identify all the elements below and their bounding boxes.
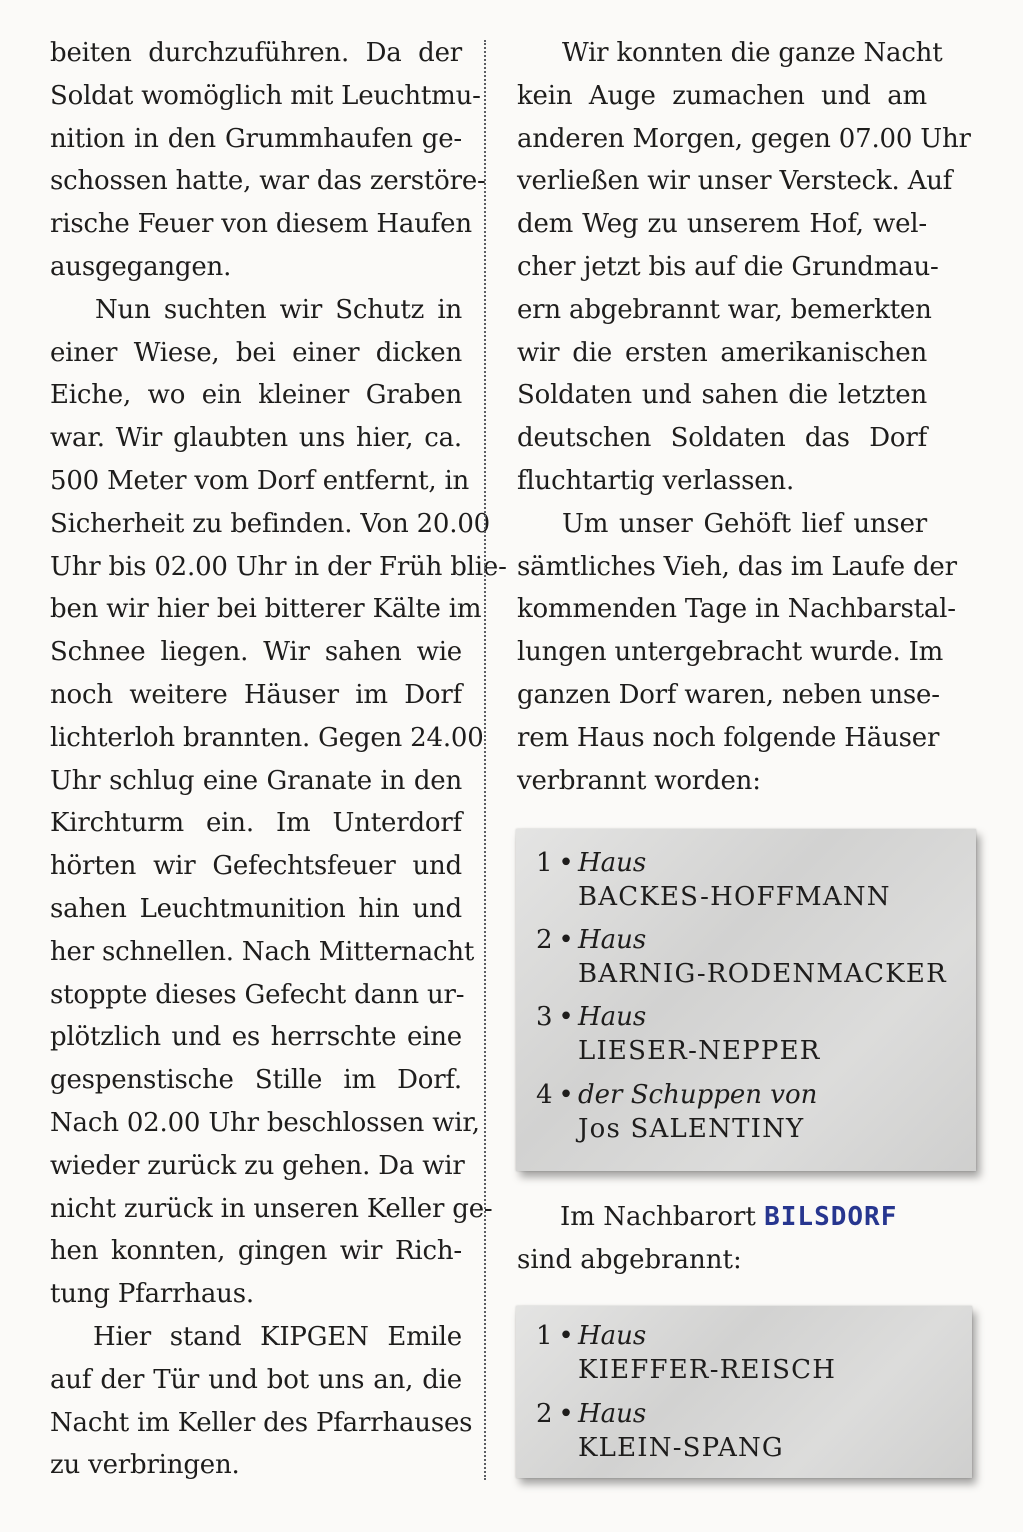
text-line: Uhr bis 02.00 Uhr in der Früh blie- xyxy=(50,551,507,582)
bullet-icon: • xyxy=(558,925,574,955)
text-line: Eiche, wo ein kleiner Graben xyxy=(50,380,462,411)
text-line: lungen untergebracht wurde. Im xyxy=(517,637,944,668)
text-line: sahen Leuchtmunition hin und xyxy=(50,893,462,924)
text-line: Schnee liegen. Wir sahen wie xyxy=(50,637,462,668)
text-line: Nun suchten wir Schutz in xyxy=(95,294,462,325)
item-number: 1 xyxy=(536,1321,553,1351)
item-name: LIESER-NEPPER xyxy=(578,1036,821,1066)
neighbor-village-text xyxy=(517,1196,937,1282)
text-line: Wir konnten die ganze Nacht xyxy=(562,38,943,68)
text-line: wieder zurück zu gehen. Da wir xyxy=(50,1150,465,1181)
right-column xyxy=(517,32,971,802)
paragraph-right-1 xyxy=(517,32,971,503)
text-line: cher jetzt bis auf die Grundmau- xyxy=(517,251,939,282)
left-column xyxy=(50,32,507,1487)
list-item xyxy=(536,1001,821,1067)
text-line: verließen wir unser Versteck. Auf xyxy=(517,166,953,197)
item-kind: der Schuppen von xyxy=(578,1080,818,1110)
text-line: Kirchturm ein. Im Unterdorf xyxy=(50,808,462,839)
text-line: noch weitere Häuser im Dorf xyxy=(50,679,462,710)
text-line: ern abgebrannt war, bemerkten xyxy=(517,294,932,325)
item-kind: Haus xyxy=(578,1321,647,1351)
text-line: einer Wiese, bei einer dicken xyxy=(50,337,462,368)
item-number: 4 xyxy=(536,1080,553,1110)
neighbor-prefix: Im Nachbarort xyxy=(560,1202,765,1232)
text-line: dem Weg zu unserem Hof, wel- xyxy=(517,209,927,240)
text-line: sämtliches Vieh, das im Laufe der xyxy=(517,551,957,582)
bullet-icon: • xyxy=(558,848,574,878)
item-kind: Haus xyxy=(578,1399,647,1429)
item-name: BARNIG-RODENMACKER xyxy=(578,959,947,989)
list-item xyxy=(536,1320,836,1386)
column-divider xyxy=(484,40,486,1480)
text-line: hörten wir Gefechtsfeuer und xyxy=(50,851,462,882)
item-kind: Haus xyxy=(578,925,647,955)
item-name: BACKES-HOFFMANN xyxy=(578,882,891,912)
text-line: ben wir hier bei bitterer Kälte im xyxy=(50,594,482,625)
text-line: Nacht im Keller des Pfarrhauses xyxy=(50,1407,473,1438)
item-number: 2 xyxy=(536,925,553,955)
item-kind: Haus xyxy=(578,1002,647,1032)
paragraph-left-2 xyxy=(50,289,507,1316)
text-line: verbrannt worden: xyxy=(517,765,761,796)
text-line: stoppte dieses Gefecht dann ur- xyxy=(50,979,465,1010)
text-line: kommenden Tage in Nachbarstal- xyxy=(517,594,956,625)
text-line: beiten durchzuführen. Da der xyxy=(50,38,462,68)
item-number: 1 xyxy=(536,848,553,878)
list-item xyxy=(536,847,891,913)
text-line: ausgegangen. xyxy=(50,251,232,282)
text-line: nition in den Grummhaufen ge- xyxy=(50,123,462,154)
text-line: rische Feuer von diesem Haufen xyxy=(50,209,472,240)
text-line: lichterloh brannten. Gegen 24.00 xyxy=(50,722,484,753)
text-line: schossen hatte, war das zerstöre- xyxy=(50,166,486,197)
bullet-icon: • xyxy=(558,1080,574,1110)
text-line: zu verbringen. xyxy=(50,1450,240,1481)
text-line: hen konnten, gingen wir Rich- xyxy=(50,1236,462,1267)
text-line: wir die ersten amerikanischen xyxy=(517,337,927,368)
text-line: Sicherheit zu befinden. Von 20.00 xyxy=(50,508,491,539)
item-number: 3 xyxy=(536,1002,553,1032)
text-line: anderen Morgen, gegen 07.00 Uhr xyxy=(517,123,971,154)
text-line: Uhr schlug eine Granate in den xyxy=(50,765,462,796)
text-line: Nach 02.00 Uhr beschlossen wir, xyxy=(50,1107,480,1138)
neighbor-line-1 xyxy=(517,1196,937,1239)
paragraph-right-2 xyxy=(517,503,957,803)
text-line: rem Haus noch folgende Häuser xyxy=(517,722,940,753)
text-line: ganzen Dorf waren, neben unse- xyxy=(517,679,940,710)
text-line: plötzlich und es herrschte eine xyxy=(50,1022,462,1053)
paragraph-left-1 xyxy=(50,32,486,289)
text-line: nicht zurück in unseren Keller ge- xyxy=(50,1193,493,1224)
text-line: tung Pfarrhaus. xyxy=(50,1279,254,1310)
text-line: her schnellen. Nach Mitternacht xyxy=(50,936,475,967)
bullet-icon: • xyxy=(558,1399,574,1429)
item-name: Jos SALENTINY xyxy=(578,1114,805,1144)
text-line: Soldaten und sahen die letzten xyxy=(517,380,927,411)
item-name: KLEIN-SPANG xyxy=(578,1433,784,1463)
bullet-icon: • xyxy=(558,1321,574,1351)
paragraph-left-3 xyxy=(50,1316,473,1487)
neighbor-burned-houses-box xyxy=(516,1306,972,1478)
text-line: fluchtartig verlassen. xyxy=(517,465,795,496)
text-line: kein Auge zumachen und am xyxy=(517,80,927,111)
text-line: war. Wir glaubten uns hier, ca. xyxy=(50,423,462,454)
place-name: BILSDORF xyxy=(764,1202,898,1232)
text-line: deutschen Soldaten das Dorf xyxy=(517,423,927,454)
text-line: 500 Meter vom Dorf entfernt, in xyxy=(50,465,470,496)
bullet-icon: • xyxy=(558,1002,574,1032)
list-item xyxy=(536,1079,817,1145)
neighbor-line-2: sind abgebrannt: xyxy=(517,1244,742,1275)
text-line: Hier stand KIPGEN Emile xyxy=(93,1321,462,1352)
text-line: auf der Tür und bot uns an, die xyxy=(50,1364,462,1395)
item-kind: Haus xyxy=(578,848,647,878)
item-name: KIEFFER-REISCH xyxy=(578,1355,837,1385)
list-item xyxy=(536,924,947,990)
burned-houses-box xyxy=(516,829,976,1171)
text-line: Soldat womöglich mit Leuchtmu- xyxy=(50,80,481,111)
text-line: Um unser Gehöft lief unser xyxy=(562,508,927,539)
list-item xyxy=(536,1398,784,1464)
text-line: gespenstische Stille im Dorf. xyxy=(50,1065,462,1096)
item-number: 2 xyxy=(536,1399,553,1429)
